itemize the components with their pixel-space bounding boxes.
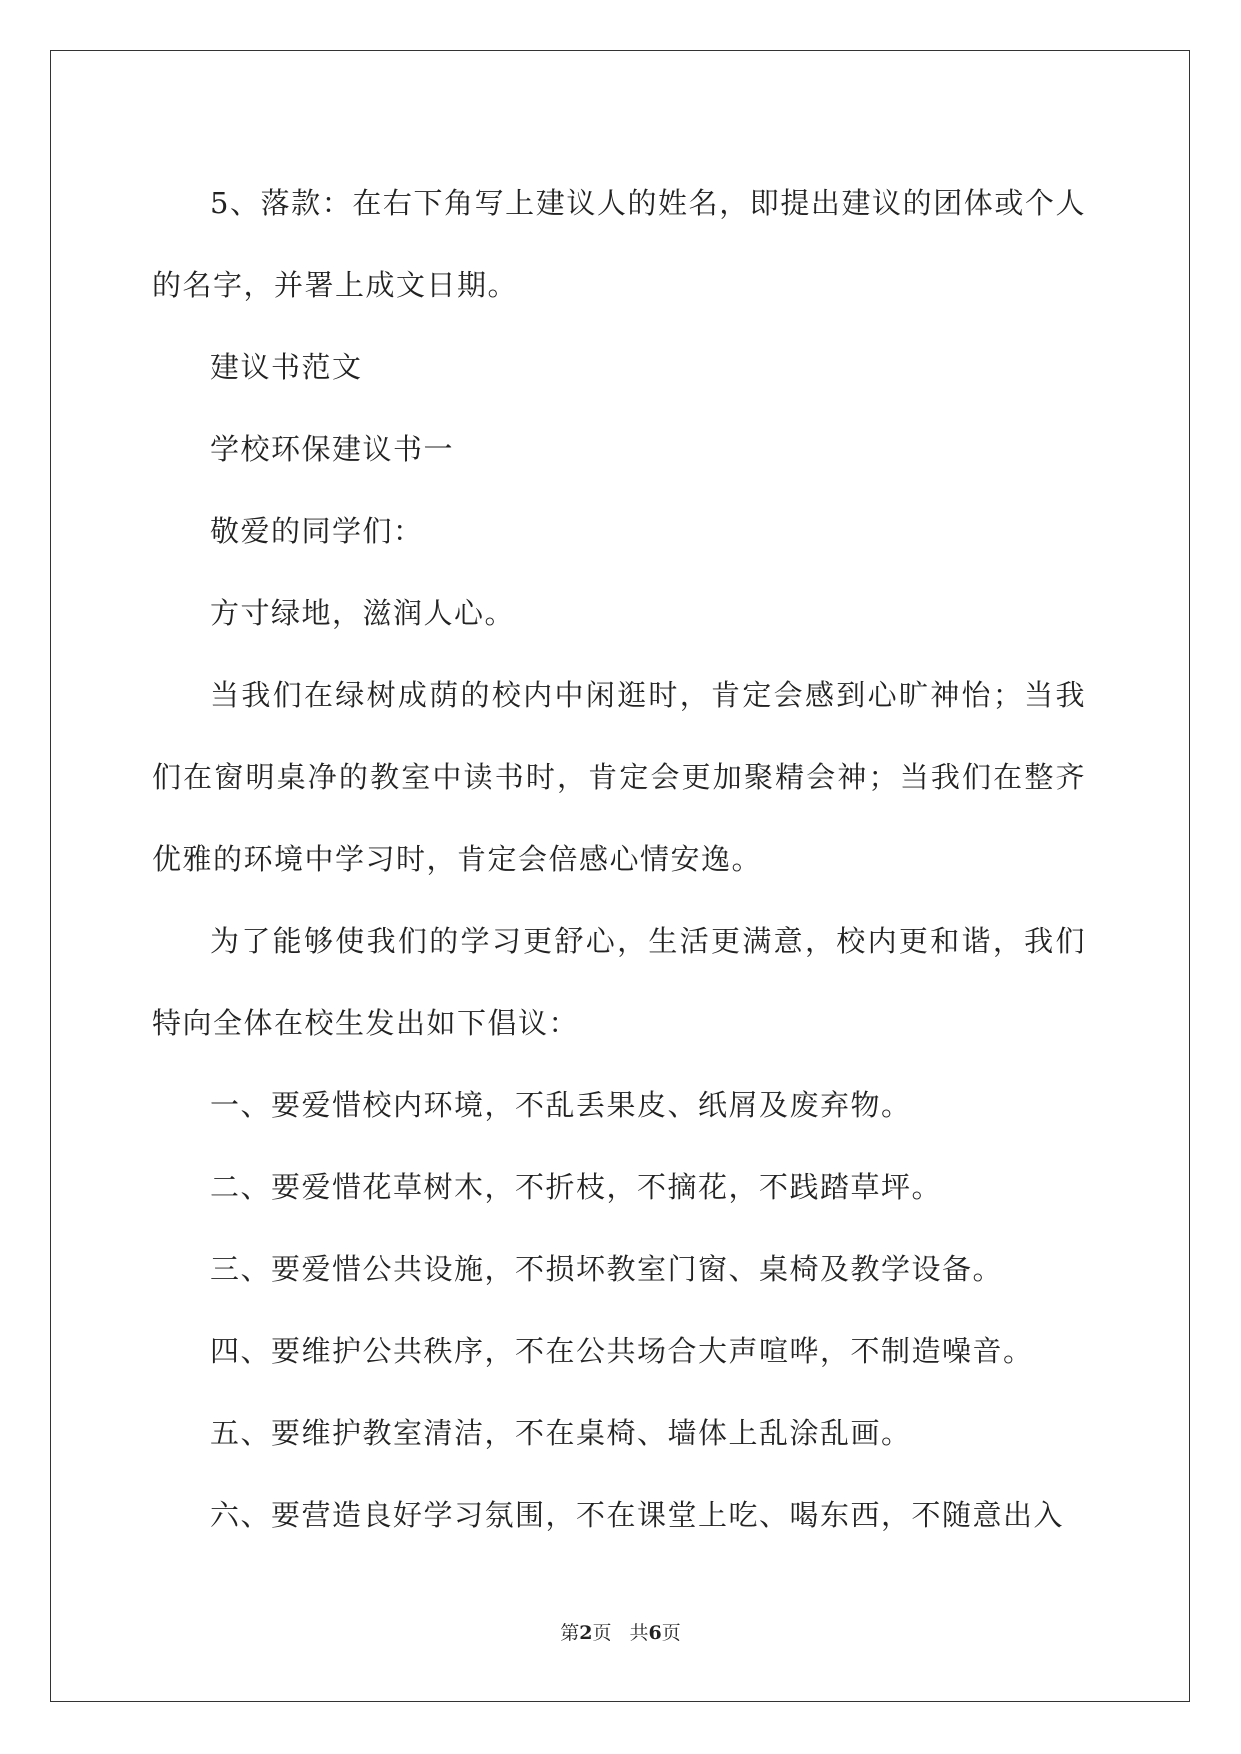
footer-page-suffix: 页 — [592, 1622, 612, 1644]
paragraph-signature: 5、落款：在右下角写上建议人的姓名，即提出建议的团体或个人的名字，并署上成文日期。 — [152, 186, 1086, 302]
page-footer — [0, 1618, 1241, 1645]
footer-total-suffix: 页 — [661, 1622, 681, 1644]
list-item-6: 六、要营造良好学习氛围，不在课堂上吃、喝东西，不随意出入 — [210, 1498, 1065, 1532]
paragraph-sample-heading: 建议书范文 — [210, 350, 363, 384]
list-item-2: 二、要爱惜花草树木，不折枝，不摘花，不践踏草坪。 — [210, 1170, 943, 1204]
footer-total-prefix: 共 — [629, 1622, 649, 1644]
paragraph-opening: 方寸绿地，滋润人心。 — [210, 596, 516, 630]
list-item-4: 四、要维护公共秩序，不在公共场合大声喧哗，不制造噪音。 — [210, 1334, 1034, 1368]
paragraph-body-2: 为了能够使我们的学习更舒心，生活更满意，校内更和谐，我们特向全体在校生发出如下倡议： — [152, 924, 1086, 1040]
paragraph-body-1: 当我们在绿树成荫的校内中闲逛时，肯定会感到心旷神怡；当我们在窗明桌净的教室中读书时，肯定会更加聚精会神；当我们在整齐优雅的环境中学习时，肯定会倍感心情安逸。 — [152, 678, 1086, 876]
footer-prefix: 第 — [560, 1622, 580, 1644]
paragraph-letter-title: 学校环保建议书一 — [210, 432, 455, 466]
paragraph-salutation: 敬爱的同学们： — [210, 514, 424, 548]
list-item-3: 三、要爱惜公共设施，不损坏教室门窗、桌椅及教学设备。 — [210, 1252, 1004, 1286]
current-page-number: 2 — [579, 1622, 593, 1644]
list-item-1: 一、要爱惜校内环境，不乱丢果皮、纸屑及废弃物。 — [210, 1088, 912, 1122]
list-item-5: 五、要维护教室清洁，不在桌椅、墙体上乱涂乱画。 — [210, 1416, 912, 1450]
total-pages-number: 6 — [648, 1622, 662, 1644]
document-body — [152, 162, 1086, 1556]
